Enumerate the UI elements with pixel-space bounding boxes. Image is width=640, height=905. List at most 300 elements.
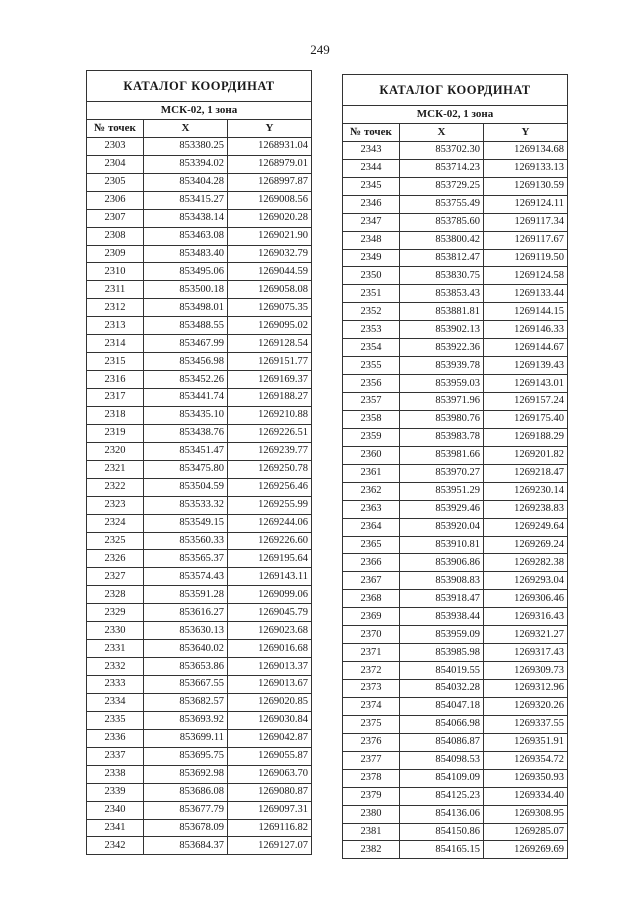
x-coordinate-cell: 854098.53: [400, 751, 484, 769]
point-number-cell: 2312: [87, 299, 144, 317]
x-coordinate-cell: 853939.78: [400, 357, 484, 375]
point-number-cell: 2318: [87, 406, 144, 424]
x-coordinate-cell: 853630.13: [144, 622, 228, 640]
x-coordinate-cell: 854125.23: [400, 787, 484, 805]
point-number-cell: 2311: [87, 281, 144, 299]
y-coordinate-cell: 1269020.85: [228, 693, 312, 711]
table-row: [87, 729, 312, 747]
table-row: [87, 155, 312, 173]
y-coordinate-cell: 1269238.83: [484, 500, 568, 518]
page-number: 249: [310, 42, 330, 57]
point-number-cell: 2375: [343, 715, 400, 733]
point-number-cell: 2326: [87, 550, 144, 568]
coordinate-catalog-table-right: [342, 74, 568, 859]
x-coordinate-cell: 853800.42: [400, 231, 484, 249]
table-row: [87, 424, 312, 442]
table-row: [343, 590, 568, 608]
point-number-cell: 2338: [87, 765, 144, 783]
y-coordinate-cell: 1269008.56: [228, 191, 312, 209]
table-row: [87, 747, 312, 765]
y-coordinate-cell: 1269334.40: [484, 787, 568, 805]
x-coordinate-cell: 853853.43: [400, 285, 484, 303]
x-coordinate-cell: 854150.86: [400, 823, 484, 841]
point-number-cell: 2310: [87, 263, 144, 281]
point-number-cell: 2322: [87, 478, 144, 496]
y-coordinate-cell: 1269020.28: [228, 209, 312, 227]
y-coordinate-cell: 1269350.93: [484, 769, 568, 787]
y-coordinate-cell: 1269030.84: [228, 711, 312, 729]
point-number-cell: 2339: [87, 783, 144, 801]
y-coordinate-cell: 1269099.06: [228, 586, 312, 604]
point-number-cell: 2348: [343, 231, 400, 249]
table-row: [87, 478, 312, 496]
table-row: [343, 303, 568, 321]
point-number-cell: 2363: [343, 500, 400, 518]
y-coordinate-cell: 1269175.40: [484, 410, 568, 428]
y-coordinate-cell: 1268931.04: [228, 137, 312, 155]
x-coordinate-cell: 853983.78: [400, 428, 484, 446]
point-number-cell: 2330: [87, 622, 144, 640]
table-row: [87, 568, 312, 586]
x-coordinate-cell: 853682.57: [144, 693, 228, 711]
catalog-title: КАТАЛОГ КООРДИНАТ: [87, 71, 312, 102]
x-coordinate-cell: 854066.98: [400, 715, 484, 733]
table-row: [343, 787, 568, 805]
y-coordinate-cell: 1269210.88: [228, 406, 312, 424]
point-number-cell: 2325: [87, 532, 144, 550]
y-coordinate-cell: 1269308.95: [484, 805, 568, 823]
x-coordinate-cell: 853881.81: [400, 303, 484, 321]
x-coordinate-cell: 853452.26: [144, 371, 228, 389]
x-coordinate-cell: 853441.74: [144, 389, 228, 407]
y-coordinate-cell: 1269139.43: [484, 357, 568, 375]
point-number-cell: 2367: [343, 572, 400, 590]
point-number-cell: 2379: [343, 787, 400, 805]
catalog-title: КАТАЛОГ КООРДИНАТ: [343, 75, 568, 106]
x-coordinate-cell: 853549.15: [144, 514, 228, 532]
y-coordinate-cell: 1269133.13: [484, 159, 568, 177]
table-row: [343, 733, 568, 751]
point-number-cell: 2342: [87, 837, 144, 855]
y-coordinate-cell: 1269293.04: [484, 572, 568, 590]
table-row: [87, 622, 312, 640]
x-coordinate-cell: 853729.25: [400, 177, 484, 195]
y-coordinate-cell: 1269285.07: [484, 823, 568, 841]
table-row: [343, 213, 568, 231]
x-coordinate-cell: 853755.49: [400, 195, 484, 213]
y-coordinate-cell: 1269195.64: [228, 550, 312, 568]
table-row: [343, 482, 568, 500]
x-coordinate-cell: 853929.46: [400, 500, 484, 518]
point-number-cell: 2362: [343, 482, 400, 500]
x-coordinate-cell: 853500.18: [144, 281, 228, 299]
y-coordinate-cell: 1269250.78: [228, 460, 312, 478]
x-coordinate-cell: 853533.32: [144, 496, 228, 514]
x-coordinate-cell: 853456.98: [144, 353, 228, 371]
table-row: [87, 227, 312, 245]
point-number-cell: 2370: [343, 626, 400, 644]
point-number-cell: 2305: [87, 173, 144, 191]
table-row: [87, 532, 312, 550]
x-coordinate-cell: 853451.47: [144, 442, 228, 460]
point-number-cell: 2335: [87, 711, 144, 729]
x-coordinate-cell: 854165.15: [400, 841, 484, 859]
y-coordinate-cell: 1269316.43: [484, 608, 568, 626]
point-number-cell: 2321: [87, 460, 144, 478]
table-row: [343, 715, 568, 733]
y-coordinate-cell: 1269255.99: [228, 496, 312, 514]
x-coordinate-cell: 853435.10: [144, 406, 228, 424]
x-coordinate-cell: 853959.09: [400, 626, 484, 644]
y-coordinate-cell: 1269021.90: [228, 227, 312, 245]
table-row: [343, 231, 568, 249]
point-number-cell: 2382: [343, 841, 400, 859]
y-coordinate-cell: 1269188.27: [228, 389, 312, 407]
table-row: [87, 676, 312, 694]
table-row: [343, 500, 568, 518]
x-coordinate-cell: 853812.47: [400, 249, 484, 267]
table-row: [343, 608, 568, 626]
y-coordinate-cell: 1269042.87: [228, 729, 312, 747]
table-row: [343, 680, 568, 698]
table-row: [87, 514, 312, 532]
x-coordinate-cell: 853574.43: [144, 568, 228, 586]
point-number-cell: 2359: [343, 428, 400, 446]
x-coordinate-cell: 853404.28: [144, 173, 228, 191]
zone-label: МСК-02, 1 зона: [343, 106, 568, 124]
y-coordinate-cell: 1269134.68: [484, 141, 568, 159]
y-coordinate-cell: 1269144.67: [484, 339, 568, 357]
table-row: [87, 245, 312, 263]
table-row: [87, 801, 312, 819]
point-number-cell: 2343: [343, 141, 400, 159]
point-number-cell: 2361: [343, 464, 400, 482]
x-coordinate-cell: 853980.76: [400, 410, 484, 428]
table-row: [87, 406, 312, 424]
y-coordinate-cell: 1269269.69: [484, 841, 568, 859]
x-coordinate-cell: 853902.13: [400, 321, 484, 339]
table-row: [343, 177, 568, 195]
y-coordinate-cell: 1269354.72: [484, 751, 568, 769]
x-coordinate-cell: 853959.03: [400, 375, 484, 393]
point-number-cell: 2358: [343, 410, 400, 428]
y-coordinate-cell: 1269032.79: [228, 245, 312, 263]
y-coordinate-cell: 1269320.26: [484, 697, 568, 715]
x-coordinate-cell: 853695.75: [144, 747, 228, 765]
x-coordinate-cell: 853380.25: [144, 137, 228, 155]
y-coordinate-cell: 1269146.33: [484, 321, 568, 339]
x-coordinate-cell: 853488.55: [144, 317, 228, 335]
coordinate-catalog-table-left: [86, 70, 312, 855]
x-coordinate-cell: 853560.33: [144, 532, 228, 550]
point-number-cell: 2364: [343, 518, 400, 536]
table-row: [87, 604, 312, 622]
table-row: [87, 837, 312, 855]
table-row: [343, 159, 568, 177]
y-coordinate-cell: 1269157.24: [484, 393, 568, 411]
y-coordinate-cell: 1269058.08: [228, 281, 312, 299]
x-coordinate-cell: 853699.11: [144, 729, 228, 747]
table-row: [343, 626, 568, 644]
y-coordinate-cell: 1269256.46: [228, 478, 312, 496]
point-number-cell: 2377: [343, 751, 400, 769]
x-coordinate-cell: 853504.59: [144, 478, 228, 496]
x-coordinate-cell: 854086.87: [400, 733, 484, 751]
x-coordinate-cell: 853495.06: [144, 263, 228, 281]
y-coordinate-cell: 1269151.77: [228, 353, 312, 371]
point-number-cell: 2323: [87, 496, 144, 514]
x-coordinate-cell: 853565.37: [144, 550, 228, 568]
table-row: [343, 805, 568, 823]
table-row: [343, 285, 568, 303]
y-coordinate-cell: 1269063.70: [228, 765, 312, 783]
y-coordinate-cell: 1269282.38: [484, 554, 568, 572]
y-coordinate-cell: 1269309.73: [484, 662, 568, 680]
point-number-cell: 2320: [87, 442, 144, 460]
table-row: [343, 249, 568, 267]
y-coordinate-cell: 1269230.14: [484, 482, 568, 500]
table-row: [87, 353, 312, 371]
y-coordinate-cell: 1269337.55: [484, 715, 568, 733]
y-coordinate-cell: 1269128.54: [228, 335, 312, 353]
x-coordinate-cell: 853438.76: [144, 424, 228, 442]
point-number-cell: 2372: [343, 662, 400, 680]
x-coordinate-cell: 853918.47: [400, 590, 484, 608]
table-row: [87, 137, 312, 155]
x-coordinate-cell: 853467.99: [144, 335, 228, 353]
column-header-point-number: № точек: [343, 123, 400, 141]
point-number-cell: 2309: [87, 245, 144, 263]
table-row: [87, 263, 312, 281]
y-coordinate-cell: 1269044.59: [228, 263, 312, 281]
table-row: [343, 141, 568, 159]
x-coordinate-cell: 853394.02: [144, 155, 228, 173]
catalog-body: [343, 141, 568, 859]
y-coordinate-cell: 1269249.64: [484, 518, 568, 536]
table-row: [87, 783, 312, 801]
point-number-cell: 2340: [87, 801, 144, 819]
x-coordinate-cell: 853678.09: [144, 819, 228, 837]
table-row: [87, 281, 312, 299]
table-row: [343, 823, 568, 841]
point-number-cell: 2374: [343, 697, 400, 715]
table-row: [343, 572, 568, 590]
x-coordinate-cell: 853938.44: [400, 608, 484, 626]
y-coordinate-cell: 1269055.87: [228, 747, 312, 765]
y-coordinate-cell: 1269013.67: [228, 676, 312, 694]
table-row: [343, 751, 568, 769]
y-coordinate-cell: 1269124.11: [484, 195, 568, 213]
table-row: [87, 371, 312, 389]
table-row: [87, 711, 312, 729]
point-number-cell: 2313: [87, 317, 144, 335]
x-coordinate-cell: 853970.27: [400, 464, 484, 482]
table-row: [343, 697, 568, 715]
point-number-cell: 2329: [87, 604, 144, 622]
x-coordinate-cell: 853475.80: [144, 460, 228, 478]
point-number-cell: 2373: [343, 680, 400, 698]
y-coordinate-cell: 1269239.77: [228, 442, 312, 460]
table-row: [343, 195, 568, 213]
y-coordinate-cell: 1269124.58: [484, 267, 568, 285]
y-coordinate-cell: 1268997.87: [228, 173, 312, 191]
table-row: [87, 658, 312, 676]
table-row: [343, 536, 568, 554]
table-row: [343, 554, 568, 572]
x-coordinate-cell: 853463.08: [144, 227, 228, 245]
x-coordinate-cell: 853616.27: [144, 604, 228, 622]
point-number-cell: 2345: [343, 177, 400, 195]
y-coordinate-cell: 1269244.06: [228, 514, 312, 532]
point-number-cell: 2365: [343, 536, 400, 554]
x-coordinate-cell: 853951.29: [400, 482, 484, 500]
point-number-cell: 2324: [87, 514, 144, 532]
point-number-cell: 2331: [87, 640, 144, 658]
y-coordinate-cell: 1269095.02: [228, 317, 312, 335]
point-number-cell: 2352: [343, 303, 400, 321]
x-coordinate-cell: 854019.55: [400, 662, 484, 680]
x-coordinate-cell: 854109.09: [400, 769, 484, 787]
y-coordinate-cell: 1269133.44: [484, 285, 568, 303]
table-row: [87, 191, 312, 209]
table-row: [343, 357, 568, 375]
y-coordinate-cell: 1269117.67: [484, 231, 568, 249]
table-row: [343, 267, 568, 285]
x-coordinate-cell: 853981.66: [400, 446, 484, 464]
table-row: [343, 375, 568, 393]
x-coordinate-cell: 854136.06: [400, 805, 484, 823]
y-coordinate-cell: 1269306.46: [484, 590, 568, 608]
x-coordinate-cell: 853971.96: [400, 393, 484, 411]
point-number-cell: 2327: [87, 568, 144, 586]
point-number-cell: 2368: [343, 590, 400, 608]
table-row: [87, 640, 312, 658]
table-row: [87, 335, 312, 353]
point-number-cell: 2347: [343, 213, 400, 231]
table-row: [87, 550, 312, 568]
point-number-cell: 2334: [87, 693, 144, 711]
x-coordinate-cell: 853684.37: [144, 837, 228, 855]
point-number-cell: 2354: [343, 339, 400, 357]
table-row: [87, 209, 312, 227]
point-number-cell: 2307: [87, 209, 144, 227]
table-row: [343, 841, 568, 859]
table-row: [343, 339, 568, 357]
table-row: [343, 393, 568, 411]
x-coordinate-cell: 854047.18: [400, 697, 484, 715]
y-coordinate-cell: 1269218.47: [484, 464, 568, 482]
point-number-cell: 2380: [343, 805, 400, 823]
x-coordinate-cell: 853920.04: [400, 518, 484, 536]
table-row: [343, 518, 568, 536]
table-row: [343, 464, 568, 482]
zone-label: МСК-02, 1 зона: [87, 102, 312, 120]
y-coordinate-cell: 1269321.27: [484, 626, 568, 644]
y-coordinate-cell: 1269143.11: [228, 568, 312, 586]
table-row: [343, 321, 568, 339]
x-coordinate-cell: 853985.98: [400, 644, 484, 662]
y-coordinate-cell: 1269075.35: [228, 299, 312, 317]
x-coordinate-cell: 853922.36: [400, 339, 484, 357]
x-coordinate-cell: 853785.60: [400, 213, 484, 231]
point-number-cell: 2371: [343, 644, 400, 662]
point-number-cell: 2355: [343, 357, 400, 375]
point-number-cell: 2353: [343, 321, 400, 339]
y-coordinate-cell: 1269312.96: [484, 680, 568, 698]
point-number-cell: 2336: [87, 729, 144, 747]
y-coordinate-cell: 1269130.59: [484, 177, 568, 195]
table-row: [87, 173, 312, 191]
point-number-cell: 2378: [343, 769, 400, 787]
table-row: [87, 693, 312, 711]
y-coordinate-cell: 1269226.51: [228, 424, 312, 442]
y-coordinate-cell: 1269023.68: [228, 622, 312, 640]
point-number-cell: 2366: [343, 554, 400, 572]
table-row: [87, 317, 312, 335]
column-header-x: X: [144, 119, 228, 137]
y-coordinate-cell: 1268979.01: [228, 155, 312, 173]
point-number-cell: 2349: [343, 249, 400, 267]
point-number-cell: 2360: [343, 446, 400, 464]
x-coordinate-cell: 853667.55: [144, 676, 228, 694]
point-number-cell: 2356: [343, 375, 400, 393]
table-row: [87, 389, 312, 407]
x-coordinate-cell: 854032.28: [400, 680, 484, 698]
y-coordinate-cell: 1269226.60: [228, 532, 312, 550]
column-header-y: Y: [228, 119, 312, 137]
y-coordinate-cell: 1269116.82: [228, 819, 312, 837]
y-coordinate-cell: 1269016.68: [228, 640, 312, 658]
table-row: [87, 819, 312, 837]
x-coordinate-cell: 853686.08: [144, 783, 228, 801]
x-coordinate-cell: 853714.23: [400, 159, 484, 177]
x-coordinate-cell: 853910.81: [400, 536, 484, 554]
point-number-cell: 2317: [87, 389, 144, 407]
y-coordinate-cell: 1269317.43: [484, 644, 568, 662]
x-coordinate-cell: 853438.14: [144, 209, 228, 227]
point-number-cell: 2315: [87, 353, 144, 371]
point-number-cell: 2333: [87, 676, 144, 694]
column-header-point-number: № точек: [87, 119, 144, 137]
y-coordinate-cell: 1269143.01: [484, 375, 568, 393]
table-row: [343, 446, 568, 464]
table-row: [343, 769, 568, 787]
catalog-body: [87, 137, 312, 855]
y-coordinate-cell: 1269045.79: [228, 604, 312, 622]
x-coordinate-cell: 853677.79: [144, 801, 228, 819]
x-coordinate-cell: 853906.86: [400, 554, 484, 572]
x-coordinate-cell: 853692.98: [144, 765, 228, 783]
x-coordinate-cell: 853498.01: [144, 299, 228, 317]
point-number-cell: 2316: [87, 371, 144, 389]
x-coordinate-cell: 853830.75: [400, 267, 484, 285]
y-coordinate-cell: 1269269.24: [484, 536, 568, 554]
y-coordinate-cell: 1269144.15: [484, 303, 568, 321]
point-number-cell: 2376: [343, 733, 400, 751]
y-coordinate-cell: 1269351.91: [484, 733, 568, 751]
table-row: [87, 586, 312, 604]
table-row: [343, 428, 568, 446]
point-number-cell: 2369: [343, 608, 400, 626]
y-coordinate-cell: 1269097.31: [228, 801, 312, 819]
point-number-cell: 2357: [343, 393, 400, 411]
x-coordinate-cell: 853591.28: [144, 586, 228, 604]
table-row: [87, 765, 312, 783]
point-number-cell: 2308: [87, 227, 144, 245]
x-coordinate-cell: 853908.83: [400, 572, 484, 590]
table-row: [87, 299, 312, 317]
point-number-cell: 2337: [87, 747, 144, 765]
